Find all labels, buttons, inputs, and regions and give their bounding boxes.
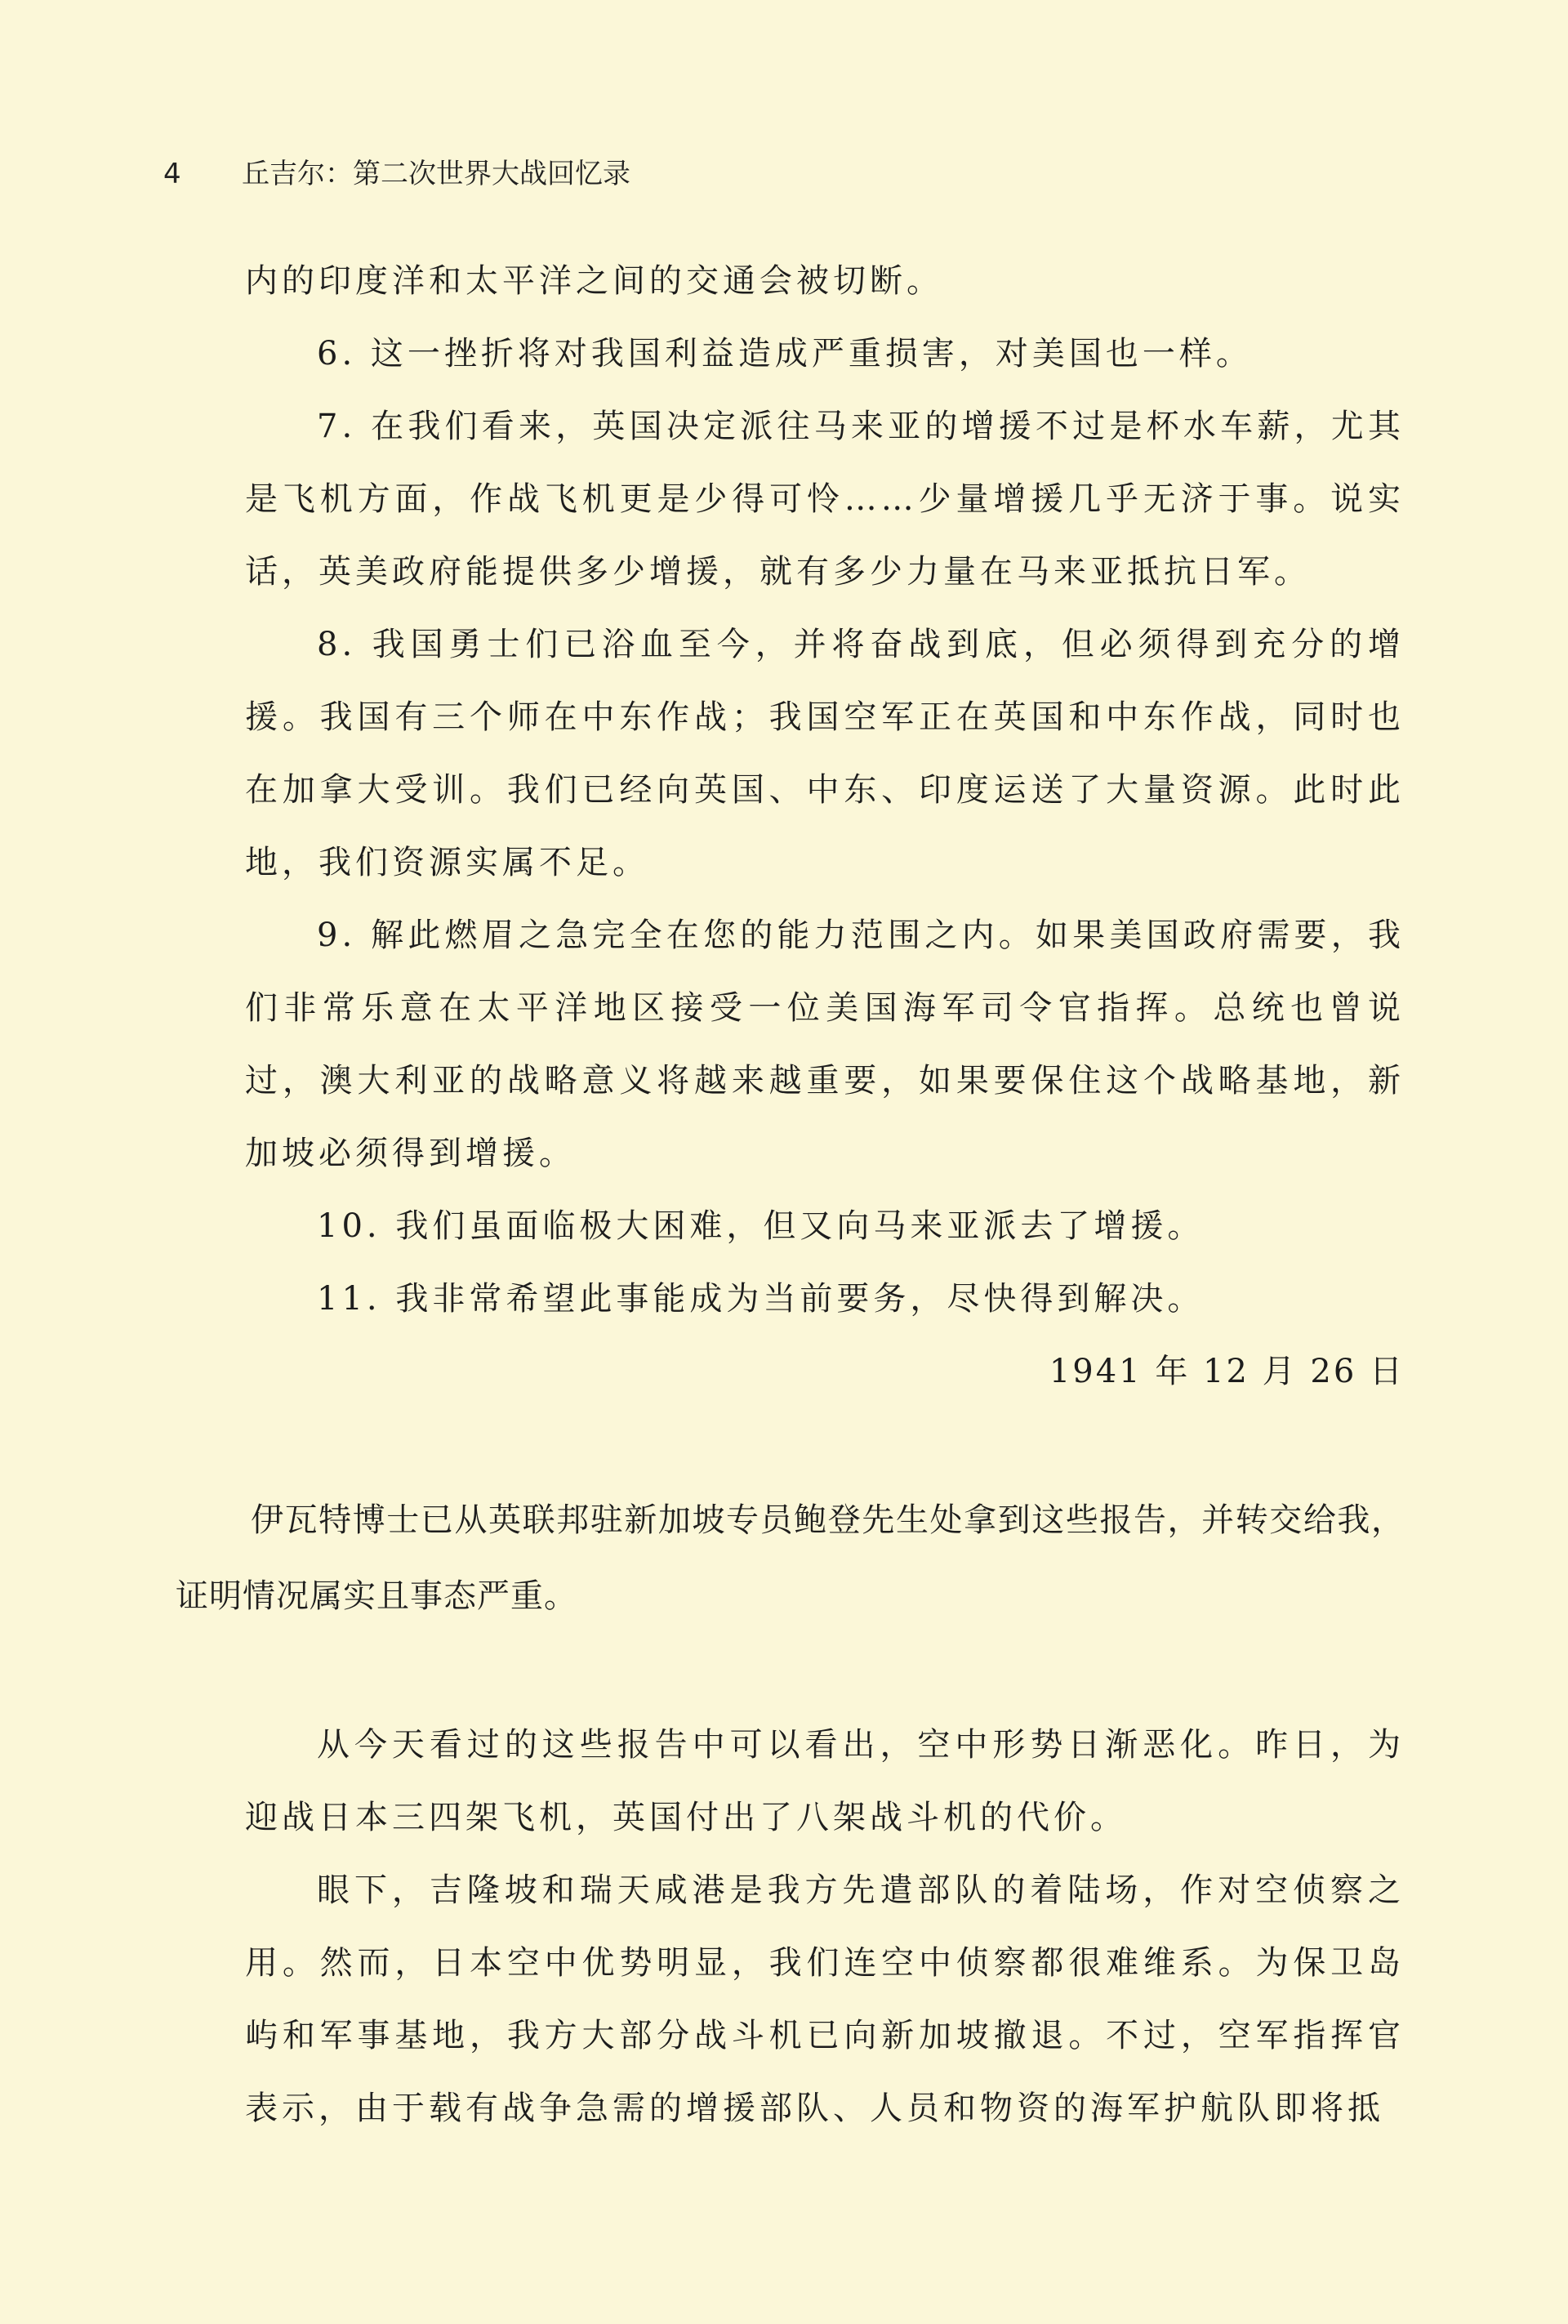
quote-date: 1941 年 12 月 26 日: [1049, 1353, 1405, 1390]
running-head: [163, 151, 630, 192]
quote-item: 8. 我国勇士们已浴血至今，并将奋战到底，但必须得到充分的增援。我国有三个师在中东作战；我国空军正在英国和中东作战，同时也在加拿大受训。我们已经向英国、中东、印度运送了大量资源。此时此地，我们资源实属不足。: [245, 626, 1405, 881]
book-title: 丘吉尔：第二次世界大战回忆录: [242, 158, 630, 190]
narrative-paragraph: [176, 1483, 1405, 1635]
quoted-telegram: [245, 245, 1405, 1408]
quoted-report: [245, 1709, 1405, 2145]
page-number: 4: [163, 158, 181, 190]
narrative-text: 伊瓦特博士已从英联邦驻新加坡专员鲍登先生处拿到这些报告，并转交给我，证明情况属实且事态严重。: [176, 1501, 1405, 1615]
quote-continuation: 内的印度洋和太平洋之间的交通会被切断。: [245, 262, 943, 300]
quote-item: 10. 我们虽面临极大困难，但又向马来亚派去了增援。: [317, 1207, 1205, 1245]
report-paragraph: 眼下，吉隆坡和瑞天咸港是我方先遣部队的着陆场，作对空侦察之用。然而，日本空中优势明显，我们连空中侦察都很难维系。为保卫岛屿和军事基地，我方大部分战斗机已向新加坡撤退。不过，空军指挥官表示，由于载有战争急需的增援部队、人员和物资的海军护航队即将抵: [245, 1871, 1405, 2127]
quote-item: 7. 在我们看来，英国决定派往马来亚的增援不过是杯水车薪，尤其是飞机方面，作战飞机更是少得可怜……少量增援几乎无济于事。说实话，英美政府能提供多少增援，就有多少力量在马来亚抵抗日军。: [245, 408, 1405, 591]
quote-item: 11. 我非常希望此事能成为当前要务，尽快得到解决。: [317, 1280, 1205, 1318]
report-paragraph: 从今天看过的这些报告中可以看出，空中形势日渐恶化。昨日，为迎战日本三四架飞机，英国付出了八架战斗机的代价。: [245, 1726, 1405, 1836]
quote-item: 6. 这一挫折将对我国利益造成严重损害，对美国也一样。: [317, 335, 1253, 372]
quote-item: 9. 解此燃眉之急完全在您的能力范围之内。如果美国政府需要，我们非常乐意在太平洋地区接受一位美国海军司令官指挥。总统也曾说过，澳大利亚的战略意义将越来越重要，如果要保住这个战略基地，新加坡必须得到增援。: [245, 917, 1405, 1172]
